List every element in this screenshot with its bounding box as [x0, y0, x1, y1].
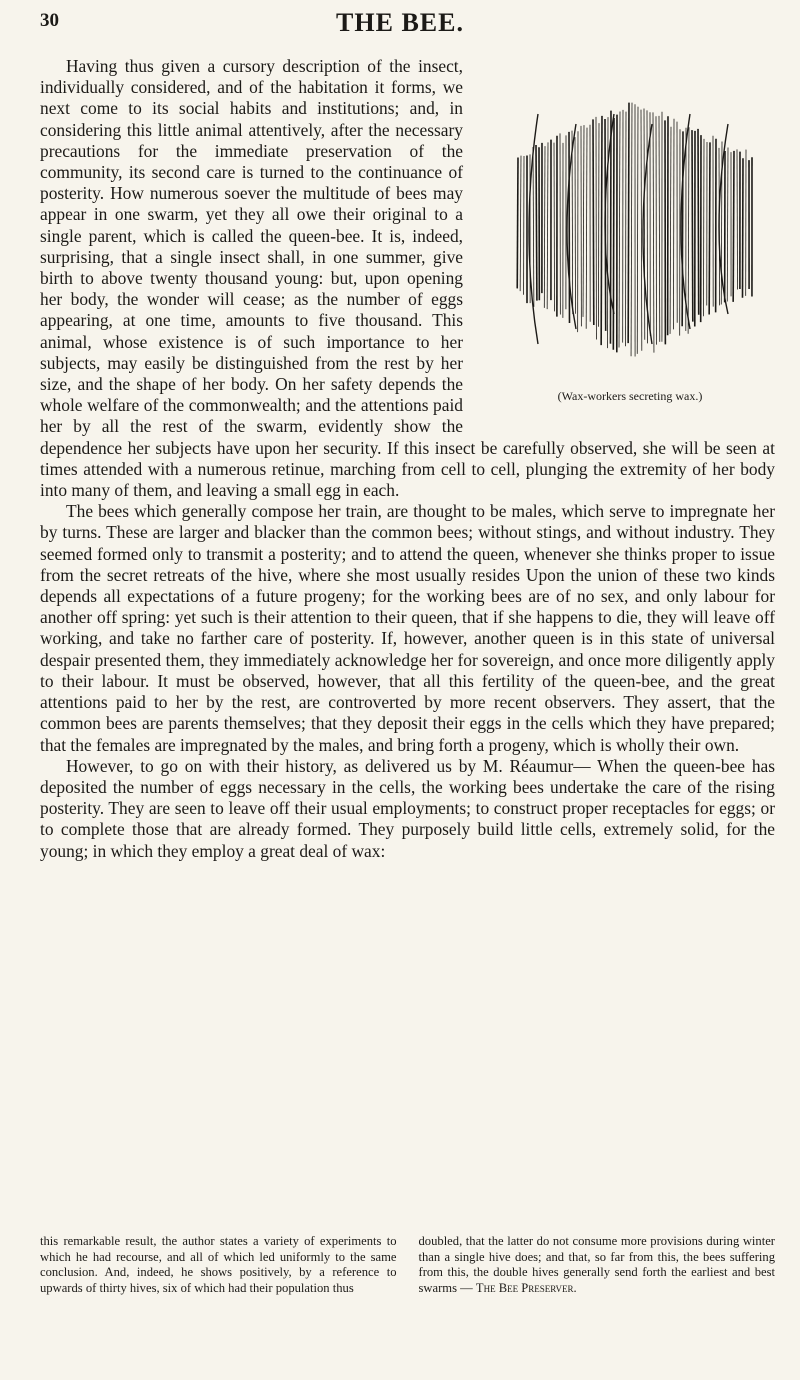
comb-strand — [517, 158, 518, 289]
footnote-right-column — [419, 1234, 776, 1296]
running-title: THE BEE. — [336, 8, 464, 37]
comb-strand — [733, 151, 734, 302]
page-number: 30 — [40, 10, 59, 31]
footnote — [40, 1234, 775, 1296]
comb-strand — [673, 119, 674, 330]
paragraph-2: The bees which generally compose her train, are thought to be males, which serve to impregnate her by turns. These are larger and blacker than the common bees; without stings, and without industry. They seemed formed only to transmit a posterity; and to attend the queen, whenever she thinks proper to issue from the secret retreats of the hive, where she most usually resides Upon the union of these two kinds depends all expectations of a future progeny; for the working bees are of no sex, and only labour for another off spring: yet such is their attention to their queen, that if she happens to die, they will leave off working, and take no farther care of posterity. If, however, another queen is in this state of universal despair presented them, they immediately acknowledge her for sovereign, and once more diligently apply to their labour. It must be observed, however, that all this fertility of the queen-bee, and the great attentions paid to her by the rest, are controverted by more recent observers. They assert, that the common bees are parents themselves; that they deposit their eggs in the cells which they have prepared; that the females are impregnated by the males, and bring forth a progeny, which is wholly their own. — [40, 501, 775, 755]
paragraph-3: However, to go on with their history, as delivered us by M. Réaumur— When the queen-bee has deposited the number of eggs necessary in the cells, the working bees undertake the care of the rising posterity. They are seen to leave off their usual employments; to construct proper receptacles for eggs; or to complete those that are already formed. They purposely build little cells, extremely solid, for the young; in which they employ a great deal of wax: — [40, 755, 775, 861]
wax-workers-illustration — [478, 94, 783, 384]
body-text — [40, 56, 775, 862]
comb-strand — [628, 103, 629, 343]
comb-strand — [601, 116, 602, 345]
comb-strand — [692, 130, 693, 321]
comb-strand — [698, 129, 699, 315]
figure-caption: (Wax-workers secreting wax.) — [557, 389, 703, 403]
comb-strand — [536, 145, 537, 301]
comb-strand — [610, 111, 611, 344]
paragraph-1: Having thus given a cursory description of the insect, individually considered, and of the habitation it forms, we next come to its social habits and institutions; and, in considering this little animal attentively, after the necessary precautions for the immediate preservation of the community, its second care is turned to the continuance of posterity. How numerous soever the multitude of bees may appear in one swarm, yet they all owe their original to a single parent, which is called the queen-bee. It is, indeed, surprising, that a single insect shall, in one summer, give birth to above twenty thousand young: but, upon opening her body, the wonder will cease; as the number of eggs appearing, at one time, amounts to five thousand. This animal, whose existence is of such importance to her subjects, may easily be distinguished from the rest by her size, and the shape of her body. On her safety depends the whole welfare of the commonwealth; and the attentions paid her by all the rest of the swarm, evidently show the dependence her subjects have upon her security. If this insect be carefully observed, she will be seen at times attended with a numerous retinue, marching from cell to cell, plunging the extremity of her body into many of them, and leaving a small egg in each. — [40, 56, 775, 501]
comb-strand — [554, 143, 555, 312]
comb-strand — [737, 149, 738, 289]
wax-workers-figure — [475, 94, 785, 414]
comb-strand — [656, 116, 657, 344]
comb-strand — [709, 142, 710, 314]
footnote-right-text: doubled, that the latter do not consume more provisions during winter than a single hive does; and that, so far from this, the bees suffering from this, the double hives generally send forth the earliest and best swarms — — [418, 1234, 775, 1295]
comb-strand — [598, 123, 599, 327]
footnote-left-column: this remarkable result, the author states a variety of experiments to which he had recourse, and all of which led uniformly to the same conclusion. And, indeed, he shows positively, by a reference to upwards of thirty hives, six of which had their population thus — [40, 1234, 397, 1295]
comb-strand — [593, 119, 594, 325]
footnote-signature: The Bee Preserver. — [475, 1280, 577, 1295]
comb-strand — [613, 118, 614, 350]
comb-strand — [703, 139, 704, 316]
comb-strand — [682, 131, 683, 326]
comb-strand — [742, 158, 743, 297]
